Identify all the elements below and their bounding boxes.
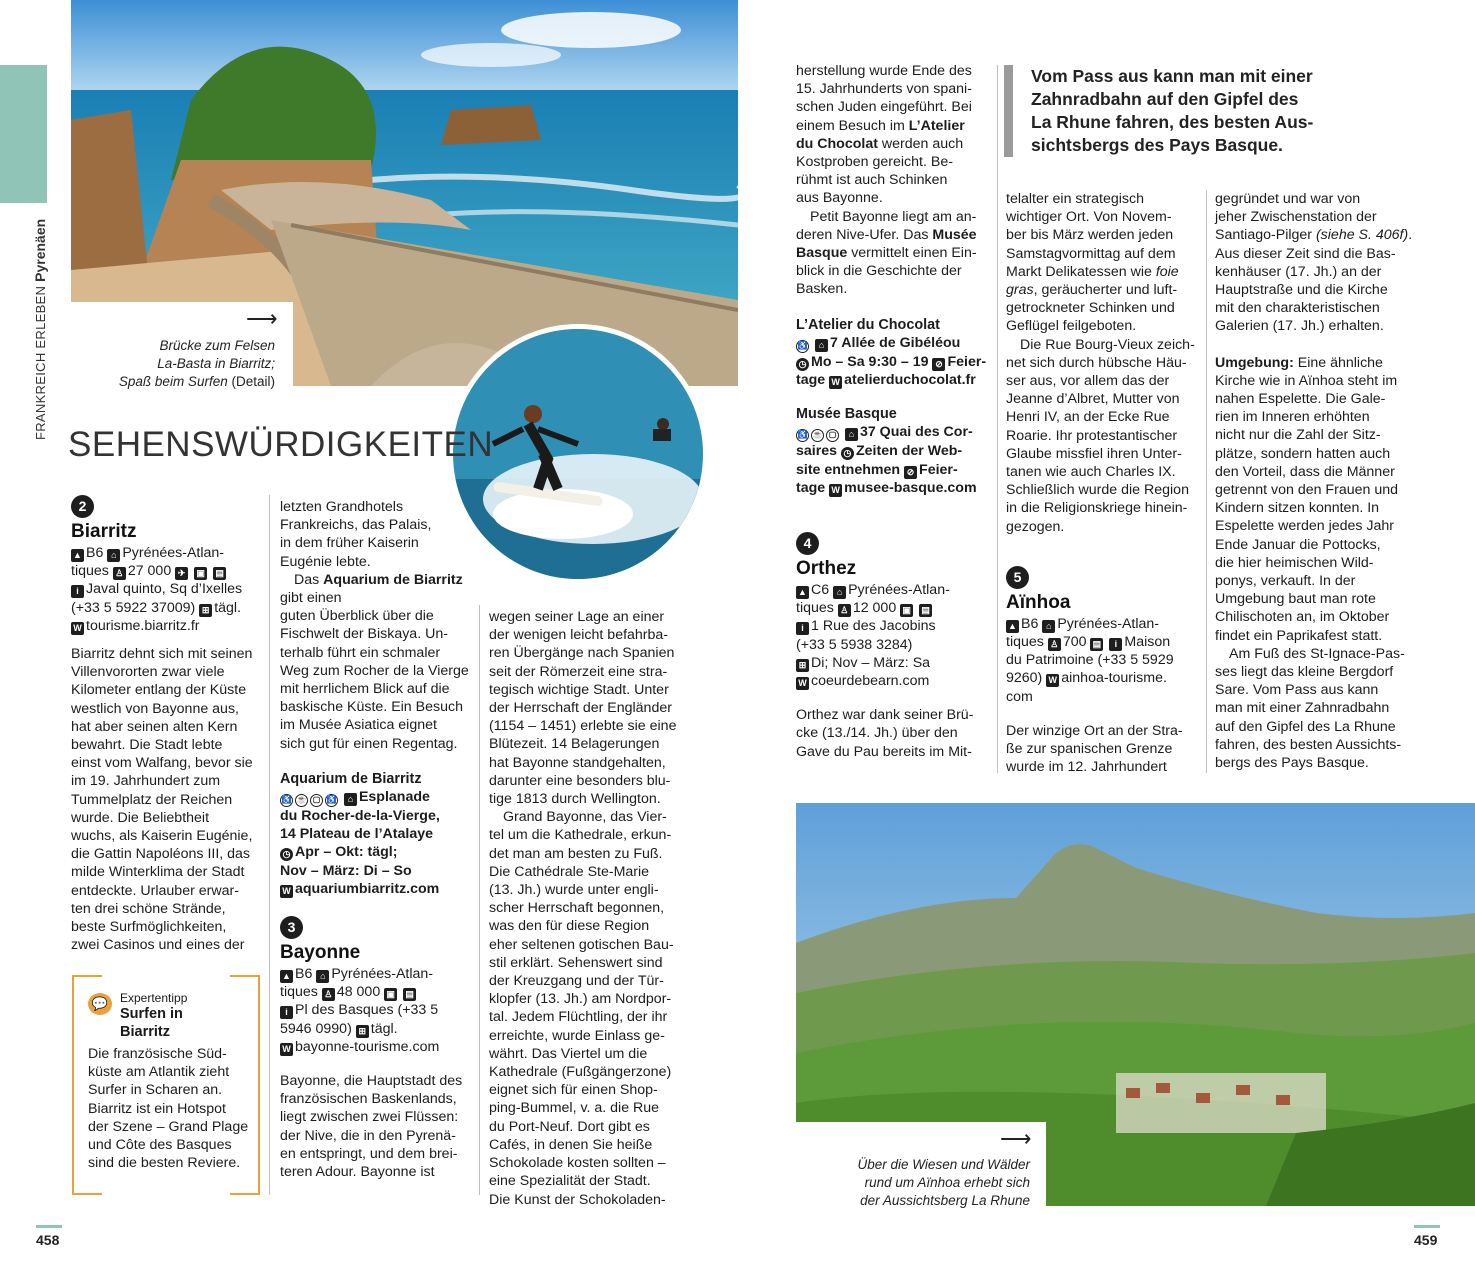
text-line: letzten Grandhotels: [280, 499, 404, 515]
text-line: terhalb führt ein schmaler: [280, 644, 441, 661]
text-line: entdeckte. Urlauber erwar-: [71, 882, 239, 899]
web-icon: W: [829, 376, 842, 389]
col4-text: [796, 153, 992, 208]
column-divider: [1206, 190, 1207, 773]
col6-text: [1215, 245, 1415, 336]
text-line: (13. Jh.) wurde unter engli-: [489, 882, 659, 899]
entry-body: [280, 1072, 472, 1181]
text-line: Ende Januar die Pottocks,: [1215, 536, 1381, 553]
market-icon: ⊞: [199, 604, 212, 617]
caption-top-line1: Brücke zum Felsen: [159, 338, 275, 353]
text-line: Die Kunst der Schokoladen-: [489, 1191, 666, 1208]
text-line: Schließlich wurde die Region: [1006, 482, 1189, 499]
entry-body: [1006, 722, 1202, 777]
text-line: ser aus, vor allem das der: [1006, 373, 1170, 390]
section-title: SEHENSWÜRDIGKEITEN: [68, 425, 494, 464]
market-days: tägl.: [214, 599, 242, 616]
text-line: erreichte, wurde Einlass ge-: [489, 1027, 665, 1044]
aquarium-website[interactable]: aquariumbiarritz.com: [295, 880, 440, 897]
text-line: sichtsbergs des Pays Basque.: [1031, 135, 1283, 155]
web-icon: W: [1046, 674, 1059, 687]
text-line: getrennt von den Frauen und: [1215, 482, 1398, 499]
entry-number: 3: [280, 916, 303, 939]
expert-tip: [72, 975, 260, 1195]
wheelchair-icon: ♿: [280, 794, 293, 807]
text-line: klopfer (13. Jh.) am Nordpor-: [489, 991, 672, 1008]
text-line: Basken.: [796, 281, 848, 298]
text-line: bewahrt. Die Stadt lebte: [71, 737, 223, 754]
column-2: letzten Grandhotels Frankreichs, das Palais, in dem früher Kaiserin Eugénie lebte. Das Aquarium de Biarritz gibt einen guten Überblick über die Fischwelt der Biskaya. Un- terhalb führt ein schmaler Weg zum Rocher de la Vierge mit herrlichem Blick auf die baskische Küste. Ein Besuch im Musée Asiatica eignet sich gut für einen Regentag. Aquarium de Biarritz ♿ ☕ ▢ ♿ ⌂ Esplanade du Rocher-de-la-Vierge, 14 Plateau de l’Atalaye ◷ Apr – Okt: tägl; Nov – März: Di – So W aquariumbiarritz.com 3 Bayonne ▲ B6 ⌂ Pyrénées-Atlan- tiques ♙ 48 000 ▣ ▤ i Pl des Basques (+33 5 5946 0990) ⊞ tägl. W bayonne-tourisme.com Bayonne, die Hauptstadt des französischen Baskenlands, liegt zwischen zwei Flüssen: der Nive, die in den Pyrenä- en entspringt, und dem brei- teren Adour. Bayonne ist: [280, 498, 472, 1181]
text-line: westlich von Bayonne aus,: [71, 700, 239, 717]
text-line: Kirche wie in Aïnhoa steht im: [1215, 372, 1398, 389]
text-line: die Gattin Napoléons III, das: [71, 846, 251, 863]
caption-bottom-line3: der Aussichtsberg La Rhune: [860, 1193, 1030, 1208]
address-icon: ⌂: [344, 793, 357, 806]
text-line: beste Surfmöglichkeiten,: [71, 919, 227, 936]
train-icon: ▣: [194, 567, 207, 580]
text-line: tegisch wichtige Stadt. Unter: [489, 681, 669, 698]
text-line: Grand Bayonne, das Vier-: [503, 809, 667, 826]
text-line: ße zur spanischen Grenze: [1006, 741, 1173, 758]
text-line: Die französische Süd-: [88, 1046, 227, 1062]
atelier-website[interactable]: atelierduchocolat.fr: [844, 372, 976, 389]
col5-text: [1006, 190, 1202, 263]
bus-icon: ▤: [919, 604, 932, 617]
text-line: aus Bayonne.: [796, 190, 883, 207]
closed-icon: ⊘: [904, 466, 917, 479]
text-line: tal. Jedem Flüchtling, der ihr: [489, 1009, 668, 1026]
chapter-region: Pyrenäen: [32, 218, 48, 282]
text-line: baskische Küste. Ein Besuch: [280, 699, 463, 716]
text-line: plätze, sondern hatten auch: [1215, 445, 1391, 462]
wheelchair-icon: ♿: [796, 429, 809, 442]
caption-bottom: [806, 1156, 1030, 1210]
text-line: kenhäuser (17. Jh.) an der: [1215, 263, 1382, 280]
aquarium-info: Aquarium de Biarritz ♿ ☕ ▢ ♿ ⌂ Esplanade du Rocher-de-la-Vierge, 14 Plateau de l’Atalaye ◷ Apr – Okt: tägl; Nov – März: Di – So W aquariumbiarritz.com: [280, 770, 472, 898]
text-line: liegt zwischen zwei Flüssen:: [280, 1109, 459, 1126]
population-icon: ♙: [113, 567, 126, 580]
department: Pyrénées-Atlan-: [122, 545, 225, 561]
text-line: Bayonne, die Hauptstadt des: [280, 1073, 463, 1090]
text-line: stil erklärt. Sehenswert sind: [489, 954, 663, 971]
entry-title: Bayonne: [280, 942, 361, 964]
column-5: telalter ein strategisch wichtiger Ort. Von Novem- ber bis März werden jeden Samstagvormittag auf dem Markt Delikatessen wie foie gras, geräucherter und luft- getrockneter Schinken und Geflügel feilgeboten. Die Rue Bourg-Vieux zeich- net sich durch hübsche Häu- ser aus, vor allem das der Jeanne d’Albret, Mutter von Henri IV, an der Ecke Rue Roarie. Ihr protestantischer Glaube missfiel ihren Unter- tanen wie auch Charles IX. Schließlich wurde die Region in die Religionskriege hinein- gezogen. 5 Aïnhoa ▲ B6 ⌂ Pyrénées-Atlan- tiques ♙ 700 ▤ i Maison du Patrimoine (+33 5 5929 9260) W ainhoa-tourisme. com Der winzige Ort an der Stra- ße zur spanischen Grenze wurde im 12. Jahrhundert: [1006, 190, 1202, 776]
text-line: Biarritz dehnt sich mit seinen: [71, 646, 253, 663]
entry-body: [796, 706, 992, 761]
col5-text: [1006, 336, 1202, 536]
text-line: Fischwelt der Biskaya. Un-: [280, 626, 448, 643]
info-icon: i: [71, 585, 84, 598]
web-icon: W: [796, 677, 809, 690]
text-line: gegründet und war von: [1215, 191, 1361, 207]
text-line: Kathedrale (Fußgängerzone): [489, 1064, 672, 1081]
text-line: Geflügel feilgeboten.: [1006, 318, 1137, 335]
population-icon: ♙: [322, 988, 335, 1001]
train-icon: ▣: [900, 604, 913, 617]
text-line: getrockneter Schinken und: [1006, 300, 1175, 317]
page-number-left: 458: [36, 1232, 60, 1248]
text-line: ren Übergänge nach Spanien: [489, 645, 675, 662]
map-icon: ▲: [1006, 620, 1019, 633]
bus-icon: ▤: [403, 988, 416, 1001]
text-line: was den für diese Region: [489, 918, 650, 935]
caption-top: [80, 337, 275, 391]
entry-biarritz: [71, 495, 263, 954]
text-line: währt. Das Viertel um die: [489, 1045, 648, 1062]
text-line: der Nive, die in den Pyrenä-: [280, 1127, 456, 1144]
col4-text: [796, 262, 992, 298]
text-line: ponys, verkauft. In der: [1215, 573, 1356, 590]
text-line: der wenigen leicht befahrba-: [489, 627, 669, 644]
col2-paragraph-1: [280, 498, 472, 571]
caption-top-line3a: Spaß beim Surfen: [118, 374, 228, 389]
text-line: französischen Baskenlands,: [280, 1091, 457, 1108]
arrow-right-icon: ⟶: [246, 306, 278, 331]
text-line: herstellung wurde Ende des: [796, 63, 972, 79]
text-line: La Rhune fahren, des besten Aus-: [1031, 112, 1314, 132]
text-line: Espelette werden jedes Jahr: [1215, 518, 1395, 535]
text-line: Galerien (17. Jh.) erhalten.: [1215, 318, 1384, 335]
text-line: wegen seiner Lage an einer: [489, 609, 665, 625]
text-line: jeher Zwischenstation der: [1215, 209, 1377, 226]
text-line: Die Rue Bourg-Vieux zeich-: [1020, 336, 1195, 353]
col6-text: [1215, 372, 1415, 645]
text-line: Orthez war dank seiner Brü-: [796, 707, 974, 724]
aquarium-title: Aquarium de Biarritz: [280, 770, 422, 787]
text-line: eher seltenen gotischen Bau-: [489, 936, 674, 953]
train-icon: ▣: [384, 988, 397, 1001]
text-line: Jeanne d’Albret, Mutter von: [1006, 391, 1180, 408]
text-line: Eugénie lebte.: [280, 553, 371, 570]
entry-bayonne: 3 Bayonne ▲ B6 ⌂ Pyrénées-Atlan- tiques ♙ 48 000 ▣ ▤ i Pl des Basques (+33 5 5946 0990) ⊞ tägl. W bayonne-tourisme.com Bayonne, die Hauptstadt des französischen Baskenlands, liegt zwischen zwei Flüssen: der Nive, die in den Pyrenä- en entspringt, und dem brei- teren Adour. Bayonne ist: [280, 916, 472, 1181]
text-line: Chilischoten an, im Oktober: [1215, 609, 1390, 626]
col6-text: [1215, 645, 1415, 772]
chapter-tab: [0, 65, 47, 203]
text-line: Umgebung baut man rote: [1215, 591, 1376, 608]
text-line: wurde. Die Beliebtheit: [71, 809, 210, 826]
tip-title-line2: Biarritz: [120, 1024, 170, 1040]
website[interactable]: tourisme.biarritz.fr: [86, 617, 200, 634]
entry-title: Orthez: [796, 558, 857, 580]
text-line: telalter ein strategisch: [1006, 191, 1145, 207]
text-line: im Musée Asiatica eignet: [280, 717, 437, 734]
text-line: Am Fuß des St-Ignace-Pas-: [1229, 645, 1405, 662]
text-line: wichtiger Ort. Von Novem-: [1006, 209, 1172, 226]
ainhoa-website[interactable]: ainhoa-tourisme.: [1061, 670, 1167, 687]
info-icon: i: [280, 1006, 293, 1019]
text-line: darunter eine besonders blu-: [489, 772, 671, 789]
atelier-info: L’Atelier du Chocolat ♿ ⌂ 7 Allée de Gibéléou ◷ Mo – Sa 9:30 – 19 ⊘ Feier- tage W atelierduchocolat.fr: [796, 316, 992, 390]
text-line: Roarie. Ihr protestantischer: [1006, 427, 1178, 444]
web-icon: W: [280, 885, 293, 898]
population: 27 000: [127, 563, 172, 580]
wheelchair-icon: ♿: [796, 340, 809, 353]
text-line: zwei Casinos und eines der: [71, 937, 245, 954]
bus-icon: ▤: [213, 567, 226, 580]
text-line: wuchs, als Kaiserin Eugénie,: [71, 828, 253, 845]
text-line: Schokolade kosten sollten –: [489, 1155, 666, 1172]
column-4: herstellung wurde Ende des 15. Jahrhunderts von spani- schen Juden eingeführt. Bei einem Besuch im L’Atelier du Chocolat werden auch Kostproben gereicht. Be- rühmt ist auch Schinken aus Bayonne. Petit Bayonne liegt am an- deren Nive-Ufer. Das Musée Basque vermittelt einen Ein- blick in die Geschichte der Basken. L’Atelier du Chocolat ♿ ⌂ 7 Allée de Gibéléou ◷ Mo – Sa 9:30 – 19 ⊘ Feier- tage W atelierduchocolat.fr Musée Basque ♿ ☕ ▢ ⌂ 37 Quai des Cor- saires ◷ Zeiten der Web- site entnehmen ⊘ Feier- tage W musee-basque.com 4 Orthez ▲ C6 ⌂ Pyrénées-Atlan- tiques ♙ 12 000 ▣ ▤ i 1 Rue des Jacobins (+33 5 5938 3284) ⊞ Di; Nov – März: Sa W coeurdebearn.com Orthez war dank seiner Brü- cke (13./14. Jh.) über den Gave du Pau bereits im Mit-: [796, 62, 992, 761]
caption-top-line2: La-Basta in Biarritz;: [157, 356, 275, 371]
text-line: Vom Pass aus kann man mit einer: [1031, 66, 1313, 86]
closed-icon: ⊘: [932, 358, 945, 371]
address-icon: ⌂: [107, 549, 120, 562]
cafe-icon: ☕: [295, 794, 308, 807]
text-line: Biarritz ist ein Hotspot: [88, 1100, 226, 1117]
info-icon: i: [1109, 638, 1122, 651]
chapter-label: [32, 219, 48, 440]
text-line: Frankreichs, das Palais,: [280, 517, 432, 534]
clock-icon: ◷: [841, 447, 854, 460]
population-icon: ♙: [1048, 638, 1061, 651]
text-line: findet ein Paprikafest statt.: [1215, 627, 1383, 644]
text-line: rühmt ist auch Schinken: [796, 172, 948, 189]
text-line: fahren, des besten Aussichts-: [1215, 736, 1402, 753]
entry-number: 2: [71, 495, 94, 518]
text-line: Villenvororten zwar viele: [71, 664, 225, 681]
musee-title: Musée Basque: [796, 406, 897, 423]
text-line: tige 1813 durch Wellington.: [489, 791, 661, 808]
clock-icon: ◷: [280, 848, 293, 861]
text-line: eine Spezialität der Stadt.: [489, 1173, 651, 1190]
tip-title: [120, 1005, 183, 1041]
text-line: Blütezeit. 14 Belagerungen: [489, 736, 660, 753]
text-line: schen Juden eingeführt. Bei: [796, 99, 972, 116]
col6-text: [1215, 190, 1415, 226]
text-line: tanen wie auch Charles IX.: [1006, 464, 1176, 481]
text-line: tel um die Kathedrale, erkun-: [489, 827, 672, 844]
text-line: gezogen.: [1006, 518, 1065, 535]
address-icon: ⌂: [1042, 620, 1055, 633]
address-icon: ⌂: [316, 970, 329, 983]
text-line: net sich durch hübsche Häu-: [1006, 354, 1187, 371]
map-icon: ▲: [71, 549, 84, 562]
shop-icon: ▢: [310, 794, 323, 807]
page-marker-left: [36, 1225, 62, 1228]
col3-paragraph-1: [489, 608, 684, 808]
text-line: milde Winterklima der Stadt: [71, 864, 245, 881]
column-3: [489, 608, 684, 1209]
market-icon: ⊞: [356, 1025, 369, 1038]
text-line: Tummelplatz der Reichen: [71, 791, 233, 808]
text-line: Kostproben gereicht. Be-: [796, 154, 953, 171]
col2-paragraph-2: [280, 589, 472, 753]
musee-website[interactable]: musee-basque.com: [844, 479, 977, 496]
text-line: man mit einer Zahnradbahn: [1215, 700, 1390, 717]
page-marker-right: [1414, 1225, 1440, 1228]
text-line: Hauptstraße und die Kirche: [1215, 282, 1388, 299]
text-line: Der winzige Ort an der Stra-: [1006, 722, 1183, 739]
text-line: seit der Römerzeit eine stra-: [489, 663, 668, 680]
text-line: und Côte des Basques: [88, 1137, 232, 1154]
text-line: gibt einen: [280, 590, 342, 607]
entry-number: 5: [1006, 566, 1029, 589]
speech-bubble-icon: 💬: [88, 993, 112, 1015]
column-divider: [997, 65, 998, 773]
pull-quote: [1004, 65, 1324, 157]
col4-text: [796, 62, 992, 117]
text-line: bergs des Pays Basque.: [1215, 755, 1369, 772]
text-line: 15. Jahrhunderts von spani-: [796, 81, 972, 98]
entry-body: [71, 645, 263, 954]
text-line: Sare. Vom Pass aus kann: [1215, 682, 1379, 699]
text-line: hat aber seinen alten Kern: [71, 718, 238, 735]
text-line: Surfer in Scharen an.: [88, 1082, 223, 1099]
orthez-website[interactable]: coeurdebearn.com: [811, 673, 930, 690]
text-line: wurde im 12. Jahrhundert: [1006, 759, 1167, 776]
text-line: in dem früher Kaiserin: [280, 535, 419, 552]
text-line: sind die besten Reviere.: [88, 1155, 241, 1172]
text-line: eignet sich für einen Shop-: [489, 1082, 658, 1099]
entry-ainhoa: 5 Aïnhoa ▲ B6 ⌂ Pyrénées-Atlan- tiques ♙ 700 ▤ i Maison du Patrimoine (+33 5 5929 9260) W ainhoa-tourisme. com Der winzige Ort an der Stra- ße zur spanischen Grenze wurde im 12. Jahrhundert: [1006, 566, 1202, 777]
department-cont: tiques: [71, 563, 109, 580]
col5-text: [1006, 299, 1202, 335]
address-icon: ⌂: [845, 428, 858, 441]
musee-info: Musée Basque ♿ ☕ ▢ ⌂ 37 Quai des Cor- saires ◷ Zeiten der Web- site entnehmen ⊘ Feier- tage W musee-basque.com: [796, 405, 992, 497]
map-icon: ▲: [280, 970, 293, 983]
text-line: im 19. Jahrhundert zum: [71, 773, 221, 790]
entry-orthez: 4 Orthez ▲ C6 ⌂ Pyrénées-Atlan- tiques ♙ 12 000 ▣ ▤ i 1 Rue des Jacobins (+33 5 5938 3284) ⊞ Di; Nov – März: Sa W coeurdebearn.com Orthez war dank seiner Brü- cke (13./14. Jh.) über den Gave du Pau bereits im Mit-: [796, 532, 992, 761]
phone: (+33 5 5922 37009): [71, 599, 196, 616]
column-6: gegründet und war von jeher Zwischenstation der Santiago-Pilger (siehe S. 406f). Aus dieser Zeit sind die Bas- kenhäuser (17. Jh.) an der Hauptstraße und die Kirche mit den charakteristischen Galerien (17. Jh.) erhalten. Umgebung: Eine ähnliche Kirche wie in Aïnhoa steht im nahen Espelette. Die Gale- rien im Inneren erhöhten nicht nur die Zahl der Sitz- plätze, sondern hatten auch den Vorteil, dass die Männer getrennt von den Frauen und Kindern sitzen konnten. In Espelette werden jedes Jahr Ende Januar die Pottocks, die hier heimischen Wild- ponys, verkauft. In der Umgebung baut man rote Chilischoten an, im Oktober findet ein Paprikafest statt. Am Fuß des St-Ignace-Pas- ses liegt das kleine Bergdorf Sare. Vom Pass aus kann man mit einer Zahnradbahn auf den Gipfel des La Rhune fahren, des besten Aussichts- bergs des Pays Basque.: [1215, 190, 1415, 772]
arrow-right-icon: ⟶: [1000, 1126, 1032, 1151]
market-icon: ⊞: [796, 659, 809, 672]
bus-icon: ▤: [1090, 638, 1103, 651]
caption-bottom-line1: Über die Wiesen und Wälder: [857, 1157, 1030, 1172]
web-icon: W: [71, 622, 84, 635]
text-line: scher Herrschaft begonnen,: [489, 900, 665, 917]
text-line: ping-Bummel, v. a. die Rue: [489, 1100, 660, 1117]
text-line: en entspringt, und dem brei-: [280, 1145, 458, 1162]
text-line: der Kreuzgang und der Tür-: [489, 973, 664, 990]
info-icon: i: [796, 622, 809, 635]
text-line: du Port-Neuf. Dort gibt es: [489, 1118, 650, 1135]
page-number-right: 459: [1414, 1232, 1438, 1248]
cafe-icon: ☕: [811, 429, 824, 442]
text-line: den Vorteil, dass die Männer: [1215, 463, 1395, 480]
web-icon: W: [280, 1043, 293, 1056]
shop-icon: ▢: [826, 429, 839, 442]
population-icon: ♙: [838, 604, 851, 617]
entry-info: [71, 544, 263, 635]
text-line: der Szene – Grand Plage: [88, 1118, 249, 1135]
entry-number: 4: [796, 532, 819, 555]
text-line: sich gut für einen Regentag.: [280, 735, 458, 752]
tip-body: [88, 1045, 253, 1172]
entry-title: Aïnhoa: [1006, 591, 1071, 613]
web-icon: W: [829, 484, 842, 497]
map-icon: ▲: [796, 586, 809, 599]
text-line: ber bis März werden jeden: [1006, 227, 1174, 244]
text-line: Henri IV, an der Ecke Rue: [1006, 409, 1170, 426]
caption-bottom-line2: rund um Aïnhoa erhebt sich: [864, 1175, 1030, 1190]
text-line: Gave du Pau bereits im Mit-: [796, 743, 972, 760]
text-line: Die Cathédrale Ste-Marie: [489, 863, 650, 880]
text-line: cke (13./14. Jh.) über den: [796, 725, 958, 742]
column-divider: [479, 605, 480, 1195]
text-line: Weg zum Rocher de la Vierge: [280, 662, 469, 679]
text-line: der Herrschaft der Engländer: [489, 700, 672, 717]
text-line: mit den charakteristischen: [1215, 300, 1380, 317]
text-line: teren Adour. Bayonne ist: [280, 1164, 435, 1181]
address-icon: ⌂: [815, 339, 828, 352]
text-line: die hier heimischen Wild-: [1215, 554, 1374, 571]
caption-top-line3b: (Detail): [231, 374, 275, 389]
text-line: mit herrlichem Blick auf die: [280, 681, 450, 698]
text-line: Kilometer entlang der Küste: [71, 682, 247, 699]
text-line: in die Religionskriege hinein-: [1006, 500, 1188, 517]
column-divider: [269, 495, 270, 1195]
map-ref: B6: [86, 545, 104, 561]
address-icon: ⌂: [833, 586, 846, 599]
tip-title-line1: Surfen in: [120, 1006, 183, 1022]
tip-label: Expertentipp: [120, 991, 188, 1005]
text-line: küste am Atlantik zieht: [88, 1064, 230, 1081]
accessible-icon: ♿: [325, 794, 338, 807]
text-line: Samstagvormittag auf dem: [1006, 245, 1176, 262]
text-line: ses liegt das kleine Bergdorf: [1215, 664, 1394, 681]
text-line: auf den Gipfel des La Rhune: [1215, 718, 1396, 735]
text-line: det man am besten zu Fuß.: [489, 845, 663, 862]
atelier-title: L’Atelier du Chocolat: [796, 316, 940, 333]
text-line: ten drei schöne Strände,: [71, 900, 226, 917]
text-line: Cafés, in denen Sie heiße: [489, 1136, 653, 1153]
text-line: nahen Espelette. Die Gale-: [1215, 391, 1386, 408]
text-line: (1154 – 1451) erlebte sie eine: [489, 718, 677, 735]
aquarium-link: Aquarium de Biarritz: [323, 571, 463, 588]
text-line: einst vom Walfang, bevor sie: [71, 755, 253, 772]
text-line: nicht nur die Zahl der Sitz-: [1215, 427, 1381, 444]
text-line: Glaube missfiel ihren Unter-: [1006, 445, 1182, 462]
text-line: rien im Inneren erhöhten: [1215, 409, 1370, 426]
text-line: Kindern sitzen konnten. In: [1215, 500, 1380, 517]
text-line: hat Bayonne standgehalten,: [489, 754, 666, 771]
tourist-office: Javal quinto, Sq d’Ixelles: [86, 581, 243, 598]
text-line: blick in die Geschichte der: [796, 263, 962, 280]
entry-title: Biarritz: [71, 521, 137, 542]
text-line: Aus dieser Zeit sind die Bas-: [1215, 245, 1396, 262]
chapter-section: FRANKREICH ERLEBEN: [33, 285, 48, 440]
text-line: guten Überblick über die: [280, 608, 434, 625]
bayonne-website[interactable]: bayonne-tourisme.com: [295, 1038, 440, 1055]
col3-paragraph-2: [489, 808, 684, 1208]
text-line: Zahnradbahn auf den Gipfel des: [1031, 89, 1299, 109]
clock-icon: ◷: [796, 358, 809, 371]
airport-icon: ✈: [175, 567, 188, 580]
